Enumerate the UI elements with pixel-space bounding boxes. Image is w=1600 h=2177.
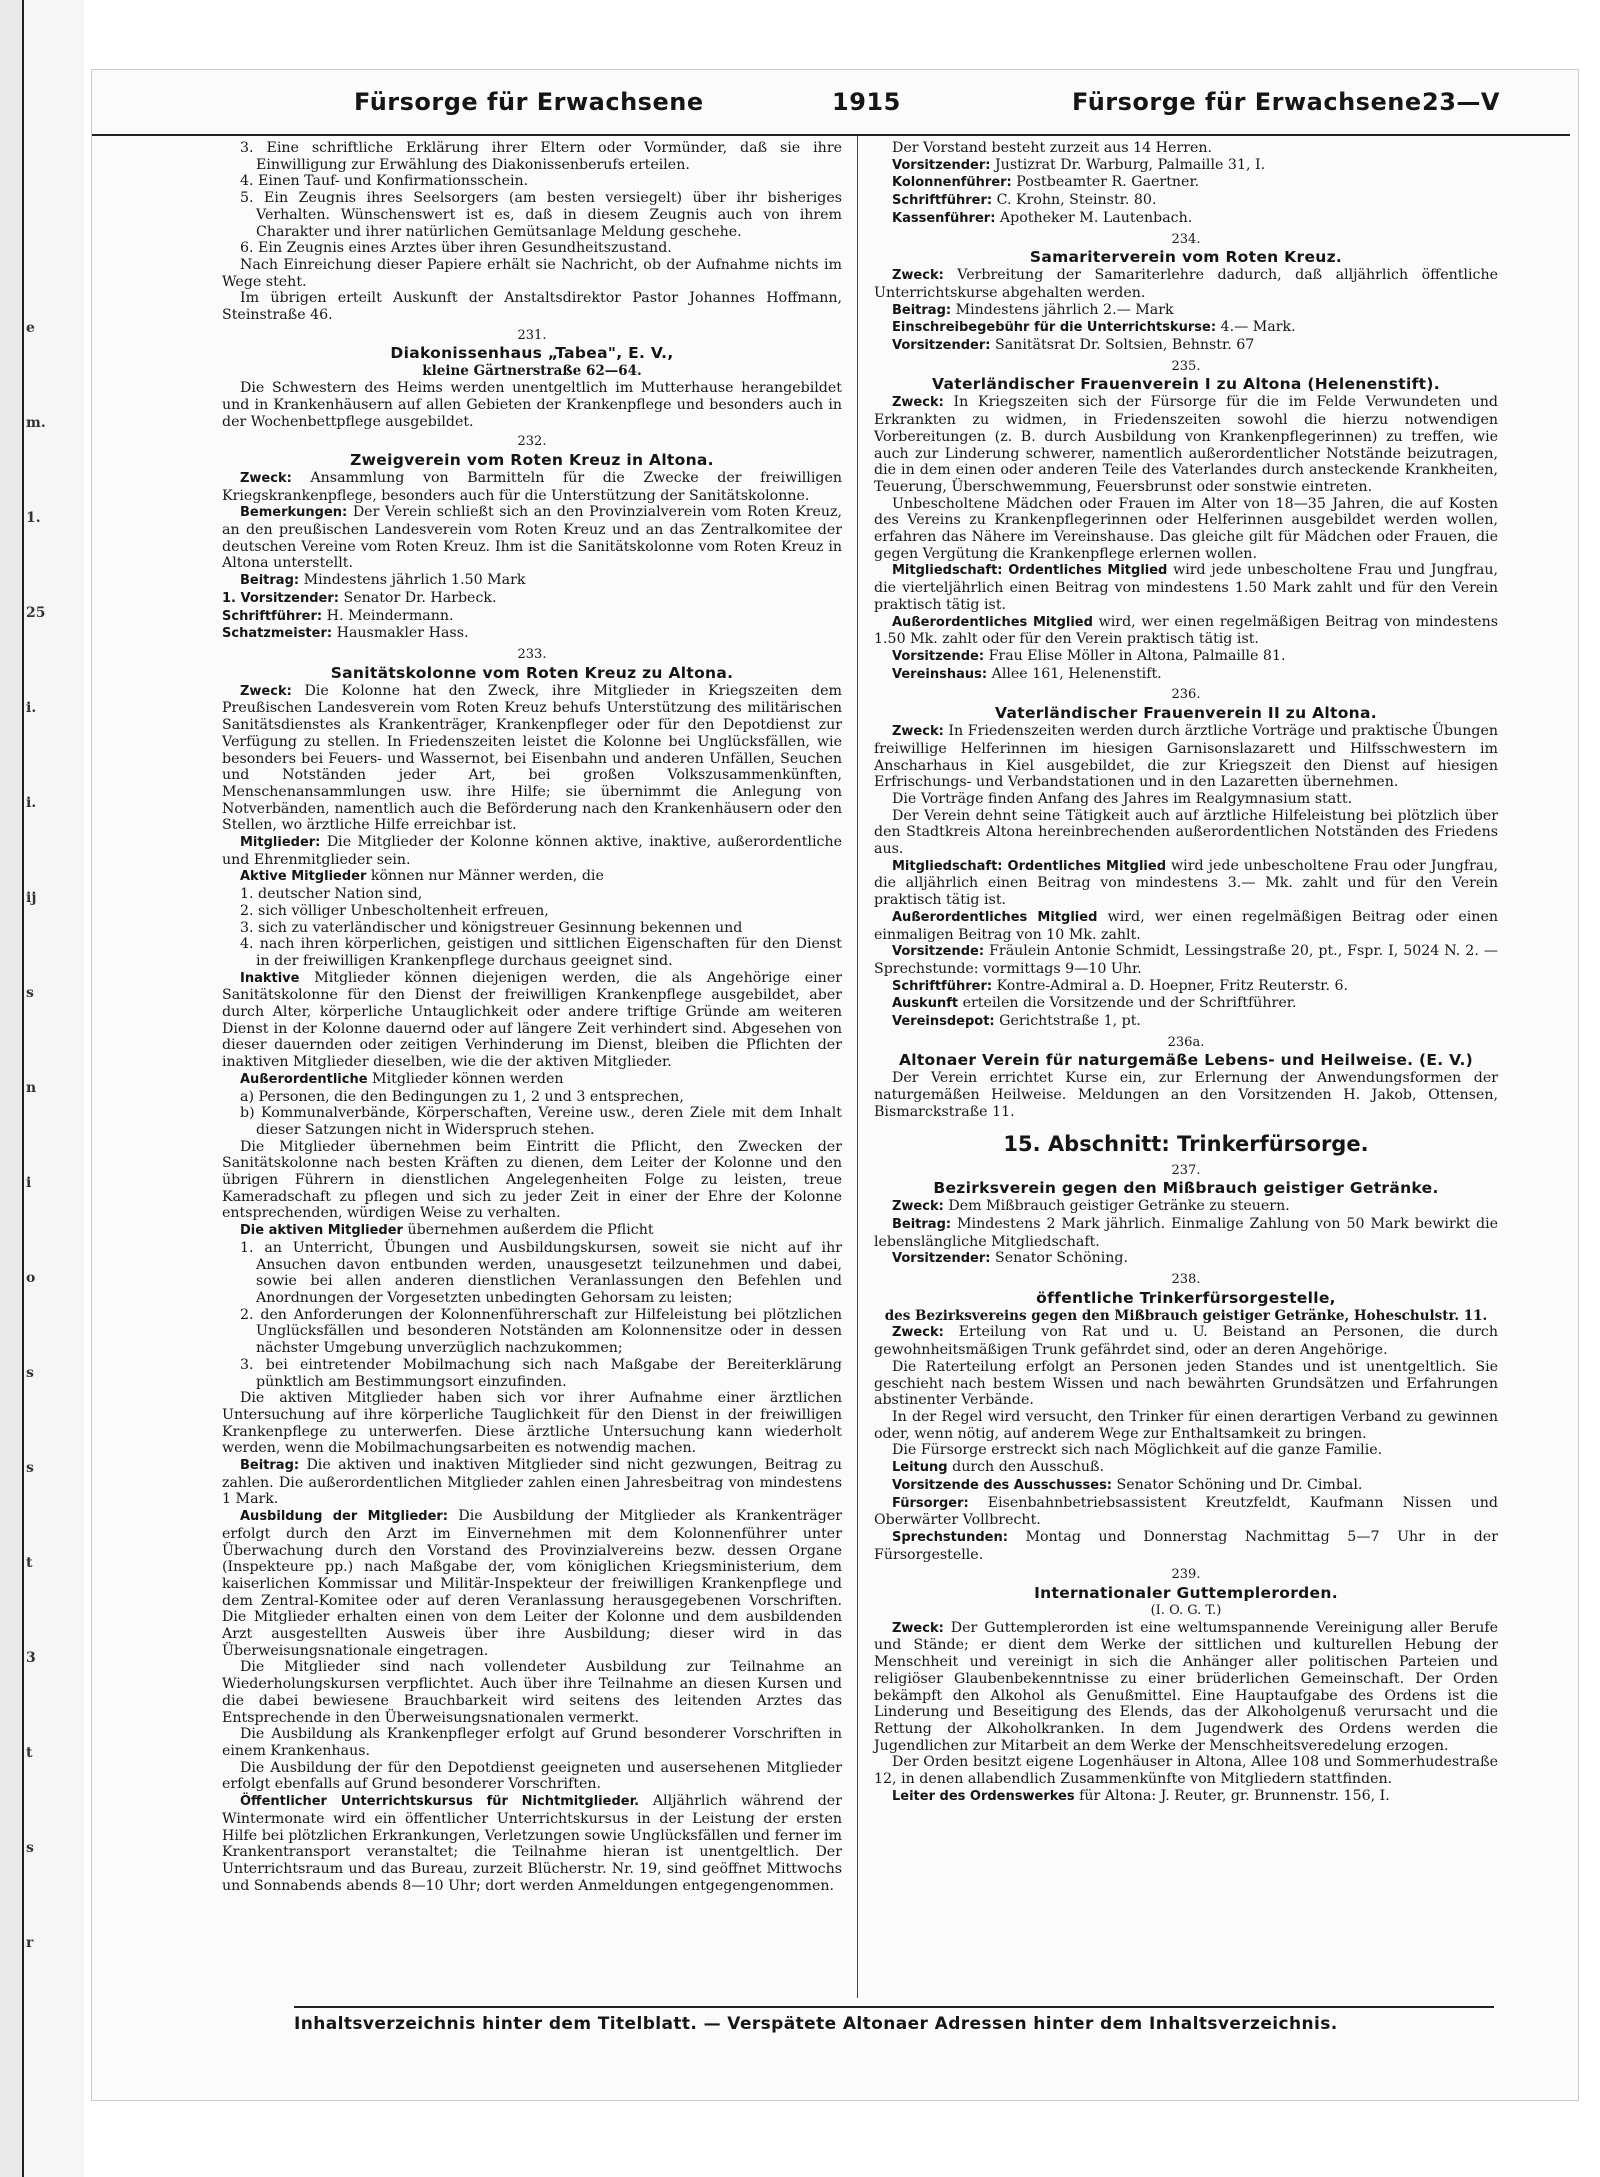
entry-number: 231.: [517, 327, 547, 343]
field-value: Mindestens 2 Mark jährlich. Einmalige Zahlung von 50 Mark bewirkt die lebenslängliche Mitgliedschaft.: [874, 1215, 1499, 1250]
field-value: Apotheker M. Lautenbach.: [999, 209, 1193, 226]
page-footer: Inhaltsverzeichnis hinter dem Titelblatt. — Verspätete Altonaer Adressen hinter dem Inhaltsverzeichnis.: [294, 2006, 1494, 2034]
entry-number: 236.: [1171, 687, 1201, 703]
entry-number: 233.: [517, 646, 547, 662]
field-value: Verbreitung der Samariterlehre dadurch, daß alljährlich öffentliche Unterrichtskurse abgehalten werden.: [874, 267, 1498, 301]
entry-paragraph: Die aktiven Mitglieder haben sich vor ihrer Aufnahme einer ärztlichen Untersuchung auf ihre körperliche Tauglichkeit für den Dienst in der freiwilligen Krankenpflege zu unterwerfen. Diese ärztliche Untersuchung kann wiederholt werden, wenn die Mobilmachungsarbeiten es notwendig machen.: [222, 1390, 842, 1457]
margin-fragment: t: [26, 1745, 33, 1761]
entry-subtitle: (I. O. G. T.): [1150, 1603, 1222, 1619]
intro-item-5: 5. Ein Zeugnis ihres Seelsorgers (am besten versiegelt) über ihr bisheriges Verhalten. Wünschenswert ist es, daß in diesem Zeugnis auch von ihrem Charakter und ihrer natürlichen Gemütsanlage Meldung geschehe.: [240, 190, 842, 240]
field-label: Mitglieder:: [240, 835, 321, 851]
field-label: Außerordentliches Mitglied: [892, 909, 1098, 925]
left-column: [222, 140, 842, 1894]
field-value: Allee 161, Helenenstift.: [991, 665, 1162, 682]
field-value: Ansammlung von Barmitteln für die Zwecke der freiwilligen Kriegskrankenpflege, besonders auch für die Unterstützung der Sanitätskolonne.: [222, 469, 842, 504]
margin-fragment: i: [26, 1175, 32, 1191]
entry-title: Internationaler Guttemplerorden.: [1034, 1584, 1338, 1603]
list-item: a) Personen, die den Bedingungen zu 1, 2 und 3 entsprechen,: [240, 1088, 684, 1105]
margin-fragment: ij: [26, 890, 37, 906]
field-value: Alljährlich während der Wintermonate wird ein öffentlicher Unterrichtskursus in der Leistung der ersten Hilfe bei plötzlichen Erkrankungen, Verletzungen sowie Unglücksfällen und ferner im Krankentransport veranstaltet; die Teilnahme hieran ist unentgeltlich. Der Unterrichtsraum und das Bureau, zurzeit Blücherstr. Nr. 19, sind geöffnet Mittwochs und Sonnabends abends 8—10 Uhr; dort werden Anmeldungen entgegengenommen.: [222, 1793, 842, 1894]
field-value: Hausmakler Hass.: [336, 625, 469, 642]
field-label: Zweck:: [240, 683, 292, 699]
field-label: Sprechstunden:: [892, 1529, 1008, 1545]
entry-number: 235.: [1171, 358, 1201, 374]
intro-item-4: 4. Einen Tauf- und Konfirmationsschein.: [240, 173, 529, 190]
entry-paragraph: Die Mitglieder sind nach vollendeter Ausbildung zur Teilnahme an Wiederholungskursen verpflichtet. Auch über ihre Teilnahme an diesen Kursen und die dabei bewiesene Brauchbarkeit wird seitens des leitenden Arztes das Entsprechende in den Überweisungsnationalen vermerkt.: [222, 1659, 842, 1726]
field-value: übernehmen außerdem die Pflicht: [407, 1222, 654, 1239]
field-label: Beitrag:: [240, 1458, 300, 1474]
entry-number: 232.: [517, 434, 547, 450]
field-value: In Kriegszeiten sich der Fürsorge für die im Felde Verwundeten und Erkrankten zu widmen, in Friedenszeiten sowohl die hierzu notwendigen Vorbereitungen (z. B. durch Ausbildung von Krankenpflegerinnen) zu treffen, wie auch zur Linderung schwerer, namentlich außerordentlicher Notstände beizutragen, die in dem einen oder anderen Teile des Vaterlandes durch ansteckende Krankheiten, Teuerung, Überschwemmung, Feuersbrunst oder sonstwie eintreten.: [874, 394, 1498, 495]
field-label: Beitrag:: [240, 573, 300, 589]
field-label: Schatzmeister:: [222, 626, 333, 642]
field-label: Zweck:: [892, 1199, 944, 1215]
page-number: 23—V: [1422, 88, 1500, 116]
intro-item-3: 3. Eine schriftliche Erklärung ihrer Eltern oder Vormünder, daß sie ihre Einwilligung zur Erwählung des Diakonissenberufs erteilen.: [240, 140, 842, 173]
field-value: Gerichtstraße 1, pt.: [999, 1013, 1141, 1030]
margin-fragment: t: [26, 1555, 33, 1571]
margin-fragment: s: [26, 1840, 34, 1856]
field-label: Vorsitzender:: [892, 338, 991, 354]
entry-text: Die Schwestern des Heims werden unentgeltlich im Mutterhause herangebildet und in Krankenhäusern auf allen Gebieten der Krankenpflege und besonders auch in der Wochenbettpflege ausgebildet.: [222, 380, 842, 430]
field-value: Postbeamter R. Gaertner.: [1016, 174, 1200, 191]
entry-title: Zweigverein vom Roten Kreuz in Altona.: [350, 450, 714, 469]
margin-fragment: s: [26, 1460, 34, 1476]
entry-paragraph: Die Ausbildung als Krankenpfleger erfolgt auf Grund besonderer Vorschriften in einem Krankenhaus.: [222, 1726, 842, 1759]
field-label: Schriftführer:: [892, 193, 993, 209]
field-value: Dem Mißbrauch geistiger Getränke zu steuern.: [948, 1198, 1290, 1215]
running-head: [92, 74, 1570, 136]
field-label: Zweck:: [240, 470, 292, 486]
entry-number: 236a.: [1167, 1034, 1205, 1050]
field-label: Kolonnenführer:: [892, 175, 1012, 191]
page: [92, 74, 1570, 2034]
field-value: können nur Männer werden, die: [370, 868, 604, 885]
field-label: Vereinsdepot:: [892, 1014, 995, 1030]
list-item: 2. den Anforderungen der Kolonnenführerschaft zur Hilfeleistung bei plötzlichen Unglücksfällen und besonderen Notständen am Kolonnensitze oder in dessen nächster Umgebung unverzüglich nachzukommen;: [240, 1306, 842, 1357]
field-label: Zweck:: [892, 268, 944, 284]
field-value: Der Verein schließt sich an den Provinzialverein vom Roten Kreuz, an den preußischen Landesverein vom Roten Kreuz und an das Zentralkomitee der deutschen Vereine vom Roten Kreuz. Ihm ist die Sanitätskolonne vom Roten Kreuz in Altona unterstellt.: [222, 504, 842, 572]
entry-number: 234.: [1171, 231, 1201, 247]
field-label: Öffentlicher Unterrichtskursus für Nichtmitglieder.: [240, 1794, 640, 1810]
entry-address: kleine Gärtnerstraße 62—64.: [422, 363, 642, 380]
field-value: Mindestens jährlich 2.— Mark: [955, 301, 1174, 318]
margin-fragment: 3: [26, 1650, 36, 1666]
intro-paragraph: Im übrigen erteilt Auskunft der Anstaltsdirektor Pastor Johannes Hoffmann, Steinstraße 46.: [222, 290, 842, 324]
field-label: Beitrag:: [892, 1216, 952, 1232]
entry-title: Sanitätskolonne vom Roten Kreuz zu Altona.: [330, 663, 734, 682]
field-label: Schriftführer:: [222, 608, 323, 624]
field-value: Kontre-Admiral a. D. Hoepner, Fritz Reuterstr. 6.: [996, 977, 1349, 994]
field-label: Zweck:: [892, 724, 944, 740]
entry-number: 238.: [1171, 1272, 1201, 1288]
field-value: Der Guttemplerorden ist eine weltumspannende Vereinigung aller Berufe und Stände; er dient dem Werke der sittlichen und kulturellen Hebung der Menschheit und vereinigt in sich die Anhänger aller politischen Parteien und religiöser Glaubenbekenntnisse zu einer brüderlichen Gemeinschaft. Der Orden bekämpft den Alkohol als Genußmittel. Eine Hauptaufgabe des Ordens ist die Linderung und Beseitigung des Elends, das der Alkoholgenuß verursacht und die Rettung der Alkoholkranken. In dem Jugendwerk des Ordens werden die Jugendlichen zur Mitarbeit an dem Werke der Menschheitsveredelung erzogen.: [874, 1619, 1499, 1754]
margin-fragment: o: [26, 1270, 36, 1286]
field-value: wird, wer einen regelmäßigen Beitrag von mindestens 1.50 Mk. zahlt oder für den Verein praktisch tätig ist.: [874, 613, 1498, 648]
field-label: Auskunft: [892, 996, 959, 1012]
field-label: Leiter des Ordenswerkes: [892, 1788, 1075, 1804]
field-value: Mitglieder können diejenigen werden, die als Angehörige einer Sanitätskolonne für den Dienst der freiwilligen Krankenpflege ausgebildet, aber durch Alter, körperliche Untauglichkeit oder andere triftige Gründe am weiteren Dienst in der Kolonne dauernd oder auf längere Zeit verhindert sind. Abgesehen von dieser dauernden oder zeitigen Verhinderung im Dienst, bleiben die Pflichten der inaktiven Mitglieder dieselben, wie die der aktiven Mitglieder.: [222, 969, 842, 1071]
field-value: H. Meindermann.: [326, 607, 454, 624]
field-label: Die aktiven Mitglieder: [240, 1223, 403, 1239]
field-value: Sanitätsrat Dr. Soltsien, Behnstr. 67: [995, 337, 1255, 354]
field-label: Zweck:: [892, 395, 944, 411]
entry-subtitle: des Bezirksvereins gegen den Mißbrauch geistiger Getränke, Hoheschulstr. 11.: [884, 1307, 1488, 1324]
field-label: Aktive Mitglieder: [240, 869, 367, 885]
entry-paragraph: Der Orden besitzt eigene Logenhäuser in Altona, Allee 108 und Sommerhudestraße 12, in denen allabendlich Zusammenkünfte von Mitgliedern stattfinden.: [874, 1754, 1498, 1788]
entry-paragraph: Die Vorträge finden Anfang des Jahres im Realgymnasium statt.: [892, 790, 1353, 807]
margin-fragment: 25: [26, 605, 46, 621]
field-label: Inaktive: [240, 970, 300, 986]
field-value: wird, wer einen regelmäßigen Beitrag oder einen einmaligen Beitrag von 10 Mk. zahlt.: [874, 908, 1499, 943]
field-label: Vorsitzender:: [892, 157, 991, 173]
margin-fragment: i.: [26, 795, 37, 811]
field-label: Bemerkungen:: [240, 505, 348, 521]
entry-title: Vaterländischer Frauenverein II zu Altona.: [995, 704, 1377, 723]
field-label: Mitgliedschaft: Ordentliches Mitglied: [892, 563, 1168, 579]
field-value: Die aktiven und inaktiven Mitglieder sind nicht gezwungen, Beitrag zu zahlen. Die außerordentlichen Mitglieder zahlen einen Jahresbeitrag von mindestens 1 Mark.: [222, 1457, 843, 1508]
list-item: 3. sich zu vaterländischer und königstreuer Gesinnung bekennen und: [240, 919, 743, 936]
field-value: Mitglieder können werden: [372, 1070, 564, 1087]
list-item: 1. an Unterricht, Übungen und Ausbildungskursen, soweit sie nicht auf ihr Ansuchen davon entbunden werden, unausgesetzt teilzunehmen und dabei, sowie bei allen anderen dienstlichen Veranlassungen den Befehlen und Anordnungen der Vorgesetzten unbedingten Gehorsam zu leisten;: [240, 1239, 842, 1306]
right-running-title: Fürsorge für Erwachsene: [1072, 88, 1422, 116]
entry-paragraph: Die Fürsorge erstreckt sich nach Möglichkeit auf die ganze Familie.: [892, 1442, 1383, 1459]
field-label: Zweck:: [892, 1325, 944, 1341]
entry-number: 237.: [1171, 1162, 1201, 1178]
margin-fragment: s: [26, 985, 34, 1001]
margin-fragment: i.: [26, 700, 37, 716]
year: 1915: [832, 88, 901, 116]
field-label: Vorsitzende:: [892, 944, 985, 960]
right-column: [874, 140, 1498, 1805]
field-value: durch den Ausschuß.: [952, 1459, 1104, 1476]
entry-paragraph: Die Raterteilung erfolgt an Personen jeden Standes und ist unentgeltlich. Sie geschieht nach bestem Wissen und nach bewährten Grundsätzen und Erfahrungen abstinenter Verbände.: [874, 1358, 1498, 1409]
list-item: b) Kommunalverbände, Körperschaften, Vereine usw., deren Ziele mit dem Inhalt dieser Satzungen nicht in Widerspruch stehen.: [240, 1105, 842, 1138]
list-item: 3. bei eintretender Mobilmachung sich nach Maßgabe der Bereiterklärung pünktlich am Bestimmungsort einzufinden.: [240, 1356, 842, 1390]
field-value: C. Krohn, Steinstr. 80.: [996, 192, 1157, 209]
field-value: Montag und Donnerstag Nachmittag 5—7 Uhr in der Fürsorgestelle.: [874, 1528, 1498, 1563]
entry-paragraph: Der Vorstand besteht zurzeit aus 14 Herren.: [892, 140, 1213, 156]
field-label: Schriftführer:: [892, 978, 993, 994]
field-value: Fräulein Antonie Schmidt, Lessingstraße 20, pt., Fspr. I, 5024 N. 2. — Sprechstunde: vormittags 9—10 Uhr.: [874, 943, 1499, 977]
margin-fragment: n: [26, 1080, 37, 1096]
field-label: Leitung: [892, 1460, 948, 1476]
margin-fragment: 1.: [26, 510, 41, 526]
field-label: Außerordentliches Mitglied: [892, 614, 1093, 630]
field-value: Justizrat Dr. Warburg, Palmaille 31, I.: [995, 156, 1266, 173]
field-value: Die Mitglieder der Kolonne können aktive, inaktive, außerordentliche und Ehrenmitglieder sein.: [222, 834, 842, 868]
list-item: 2. sich völliger Unbescholtenheit erfreuen,: [240, 902, 549, 919]
field-value: für Altona: J. Reuter, gr. Brunnenstr. 156, I.: [1079, 1787, 1390, 1804]
entry-number: 239.: [1171, 1567, 1201, 1583]
field-label: Außerordentliche: [240, 1071, 368, 1087]
field-value: Senator Dr. Harbeck.: [343, 589, 497, 606]
entry-title: Samariterverein vom Roten Kreuz.: [1029, 248, 1343, 267]
margin-fragment: e: [26, 320, 35, 336]
entry-title: Diakonissenhaus „Tabea", E. V.,: [390, 344, 674, 363]
list-item: 4. nach ihren körperlichen, geistigen und sittlichen Eigenschaften für den Dienst in der freiwilligen Krankenpflege durchaus geeignet sind.: [240, 936, 842, 969]
field-label: Vorsitzende des Ausschusses:: [892, 1477, 1113, 1493]
field-value: Erteilung von Rat und u. U. Beistand an Personen, die durch gewohnheitsmäßigen Trunk gefährdet sind, oder an deren Angehörige.: [874, 1324, 1498, 1359]
field-value: In Friedenszeiten werden durch ärztliche Vorträge und praktische Übungen freiwillige Helferinnen im hiesigen Garnisonslazarett und Hilfsschwestern im Anscharhaus in Kiel ausgebildet, die zur Kriegszeit den Dienst auf hiesigen Erfrischungs- und Verbandstationen und in den Lazaretten übernehmen.: [874, 723, 1498, 791]
field-value: Mindestens jährlich 1.50 Mark: [303, 572, 526, 589]
field-label: Beitrag:: [892, 302, 952, 318]
field-value: 4.— Mark.: [1220, 319, 1296, 336]
field-label: Fürsorger:: [892, 1495, 969, 1511]
field-label: Vorsitzende:: [892, 648, 985, 664]
field-label: Vorsitzender:: [892, 1251, 991, 1267]
list-item: 1. deutscher Nation sind,: [240, 886, 423, 903]
field-label: Vereinshaus:: [892, 666, 988, 682]
margin-fragment: s: [26, 1365, 34, 1381]
field-label: 1. Vorsitzender:: [222, 590, 339, 606]
intro-paragraph: Nach Einreichung dieser Papiere erhält sie Nachricht, ob der Aufnahme nichts im Wege steht.: [222, 256, 842, 290]
entry-text: Der Verein errichtet Kurse ein, zur Erlernung der Anwendungsformen der naturgemäßen Heilweise. Meldungen an den Vorsitzenden H. Jakob, Ottensen, Bismarckstraße 11.: [874, 1070, 1498, 1120]
field-value: Frau Elise Möller in Altona, Palmaille 81.: [988, 647, 1286, 664]
field-value: wird jede unbescholtene Frau oder Jungfrau, die alljährlich einen Beitrag von mindestens 3.— Mk. zahlt und für den Verein praktisch tätig ist.: [874, 857, 1499, 909]
entry-title: öffentliche Trinkerfürsorgestelle,: [1036, 1288, 1336, 1307]
field-label: Kassenführer:: [892, 210, 996, 226]
section-heading: 15. Abschnitt: Trinkerfürsorge.: [1003, 1131, 1369, 1156]
field-value: Die Ausbildung der Mitglieder als Krankenträger erfolgt durch den Arzt im Einvernehmen mit dem Kolonnenführer unter Überwachung durch den Vorstand des Provinzialvereins bezw. dessen Organe (Inspekteure pp.) nach Maßgabe der, vom königlichen Kriegsministerium, dem kaiserlichen Kommissar und Militär-Inspekteur der freiwilligen Krankenpflege und dem Zentral-Komitee oder auf deren Veranlassung herausgegebenen Vorschriften. Die Mitglieder erhalten einen von dem Leiter der Kolonne und dem ausbildenden Arzt ausgestellten Ausweis über ihre Ausbildung; dieser wird in das Überweisungsnationale eingetragen.: [222, 1508, 842, 1659]
margin-fragment: m.: [26, 415, 46, 431]
field-value: Eisenbahnbetriebsassistent Kreutzfeldt, Kaufmann Nissen und Oberwärter Vollbrecht.: [874, 1494, 1498, 1529]
scan-edge: [0, 0, 24, 2177]
entry-paragraph: Die Ausbildung der für den Depotdienst geeigneten und ausersehenen Mitglieder erfolgt ebenfalls auf Grund besonderer Vorschriften.: [222, 1759, 842, 1793]
field-value: Senator Schöning und Dr. Cimbal.: [1116, 1476, 1363, 1493]
left-running-title: Fürsorge für Erwachsene: [354, 88, 704, 116]
field-label: Einschreibegebühr für die Unterrichtskurse:: [892, 320, 1217, 336]
entry-title: Vaterländischer Frauenverein I zu Altona (Helenenstift).: [932, 375, 1440, 394]
field-label: Zweck:: [892, 1620, 944, 1636]
field-label: Ausbildung der Mitglieder:: [240, 1509, 448, 1525]
field-value: erteilen die Vorsitzende und der Schriftführer.: [962, 995, 1297, 1012]
field-label: Mitgliedschaft: Ordentliches Mitglied: [892, 858, 1166, 874]
entry-paragraph: Der Verein dehnt seine Tätigkeit auch auf ärztliche Hilfeleistung bei plötzlich über den Stadtkreis Altona hereinbrechenden außerordentlichen Notständen des Friedens aus.: [874, 807, 1498, 858]
entry-paragraph: Unbescholtene Mädchen oder Frauen im Alter von 18—35 Jahren, die auf Kosten des Vereins zu Krankenpflegerinnen oder Helferinnen ausgebildet werden wollen, erfahren das Nähere im Vereinshause. Das gleiche gilt für Mädchen oder Frauen, die gegen Vergütung die Krankenpflege erlernen wollen.: [874, 495, 1498, 562]
left-margin-fragments: [24, 0, 84, 2177]
intro-item-6: 6. Ein Zeugnis eines Arztes über ihren Gesundheitszustand.: [240, 240, 672, 257]
field-value: Die Kolonne hat den Zweck, ihre Mitglieder in Kriegszeiten dem Preußischen Landesverein vom Roten Kreuz behufs Unterstützung des militärischen Sanitätsdienstes als Krankenträger, Krankenpfleger oder für den Depotdienst zur Verfügung zu stellen. In Friedenszeiten leistet die Kolonne bei Unglücksfällen, wie besonders bei Feuers- und Wassernot, bei Eisenbahn und anderen Unfällen, Seuchen und Notständen jeder Art, bei großen Volkszusammenkünften, Menschenansammlungen usw. ihre Hilfe; sie übernimmt die Anlegung von Notverbänden, namentlich auch die Beförderung nach den Krankenhäusern oder den Stellen, wo ärztliche Hilfe erreichbar ist.: [222, 682, 842, 834]
entry-paragraph: In der Regel wird versucht, den Trinker für einen derartigen Verband zu gewinnen oder, wenn nötig, auf anderem Wege zur Enthaltsamkeit zu bringen.: [874, 1409, 1498, 1442]
entry-paragraph: Die Mitglieder übernehmen beim Eintritt die Pflicht, den Zwecken der Sanitätskolonne nach besten Kräften zu dienen, dem Leiter der Kolonne und den übrigen Führern in dienstlichen Angelegenheiten Folge zu leisten, treue Kameradschaft zu pflegen und sich zu jeder Zeit in einer der Ehre der Kolonne entsprechenden, würdigen Weise zu verhalten.: [222, 1138, 842, 1222]
field-value: wird jede unbescholtene Frau und Jungfrau, die vierteljährlich einen Beitrag von mindestens 1.50 Mark zahlt und für den Verein praktisch tätig ist.: [874, 562, 1499, 613]
margin-fragment: r: [26, 1935, 34, 1951]
field-value: Senator Schöning.: [995, 1250, 1128, 1267]
entry-title: Bezirksverein gegen den Mißbrauch geistiger Getränke.: [933, 1179, 1439, 1198]
column-divider: [857, 136, 858, 1998]
entry-title: Altonaer Verein für naturgemäße Lebens- und Heilweise. (E. V.): [898, 1051, 1474, 1070]
